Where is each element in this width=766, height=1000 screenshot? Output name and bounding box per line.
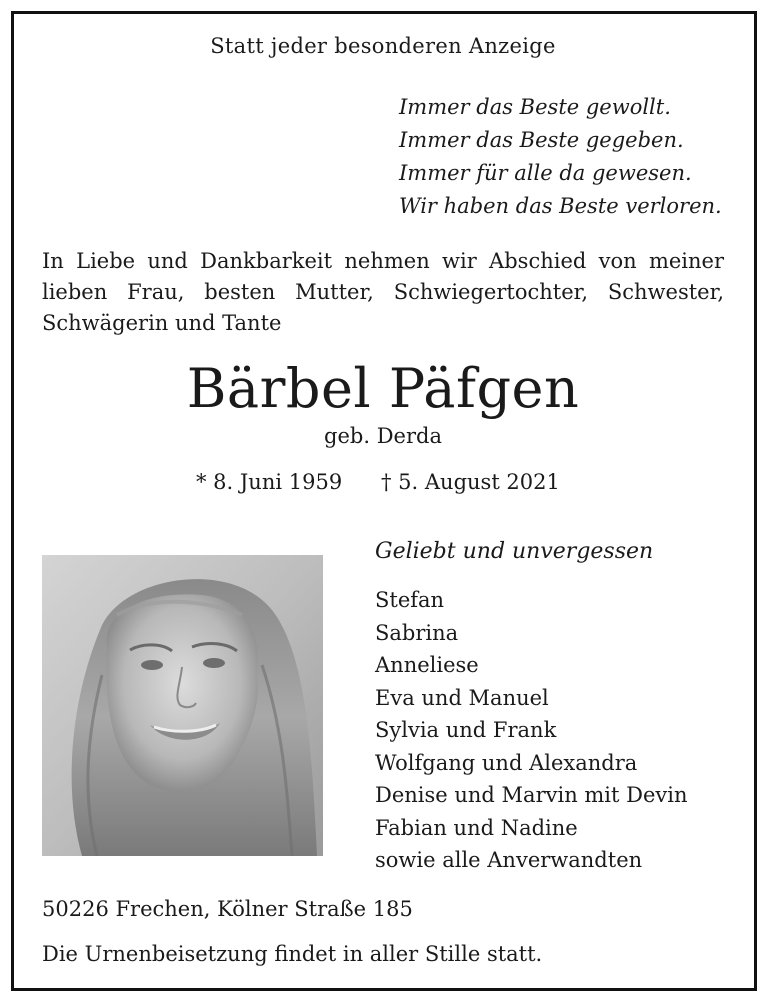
birth-name: geb. Derda — [324, 424, 442, 448]
poem-line: Immer das Beste gewollt. — [399, 95, 671, 119]
death-date: † 5. August 2021 — [381, 470, 560, 494]
portrait-photo — [42, 555, 323, 856]
address-line: 50226 Frechen, Kölner Straße 185 — [42, 897, 413, 921]
deceased-name: Bärbel Päfgen — [186, 357, 580, 420]
list-item: Fabian und Nadine — [375, 815, 578, 840]
list-item: sowie alle Anverwandten — [375, 848, 643, 872]
poem — [399, 91, 722, 223]
poem-line: Immer für alle da gewesen. — [399, 161, 692, 185]
list-item: Wolfgang und Alexandra — [375, 750, 638, 775]
poem-line: Wir haben das Beste verloren. — [399, 194, 722, 218]
burial-notice: Die Urnenbeisetzung findet in aller Stille statt. — [42, 942, 543, 966]
list-item: Stefan — [375, 588, 445, 612]
intro-text: In Liebe und Dankbarkeit nehmen wir Abschied von meiner lieben Frau, besten Mutter, Schwiegertochter, Schwester, Schwägerin und Tante — [42, 249, 724, 335]
birth-date: * 8. Juni 1959 — [196, 470, 343, 494]
list-item: Denise und Marvin mit Devin — [375, 783, 688, 807]
list-item: Sylvia und Frank — [375, 718, 557, 742]
list-item: Sabrina — [375, 620, 459, 645]
list-item: Anneliese — [375, 653, 479, 677]
header-line: Statt jeder besonderen Anzeige — [210, 34, 556, 58]
list-item: Eva und Manuel — [375, 685, 549, 710]
remembrance-line: Geliebt und unvergessen — [375, 539, 654, 564]
mourners-list — [375, 584, 688, 877]
poem-line: Immer das Beste gegeben. — [399, 128, 684, 152]
